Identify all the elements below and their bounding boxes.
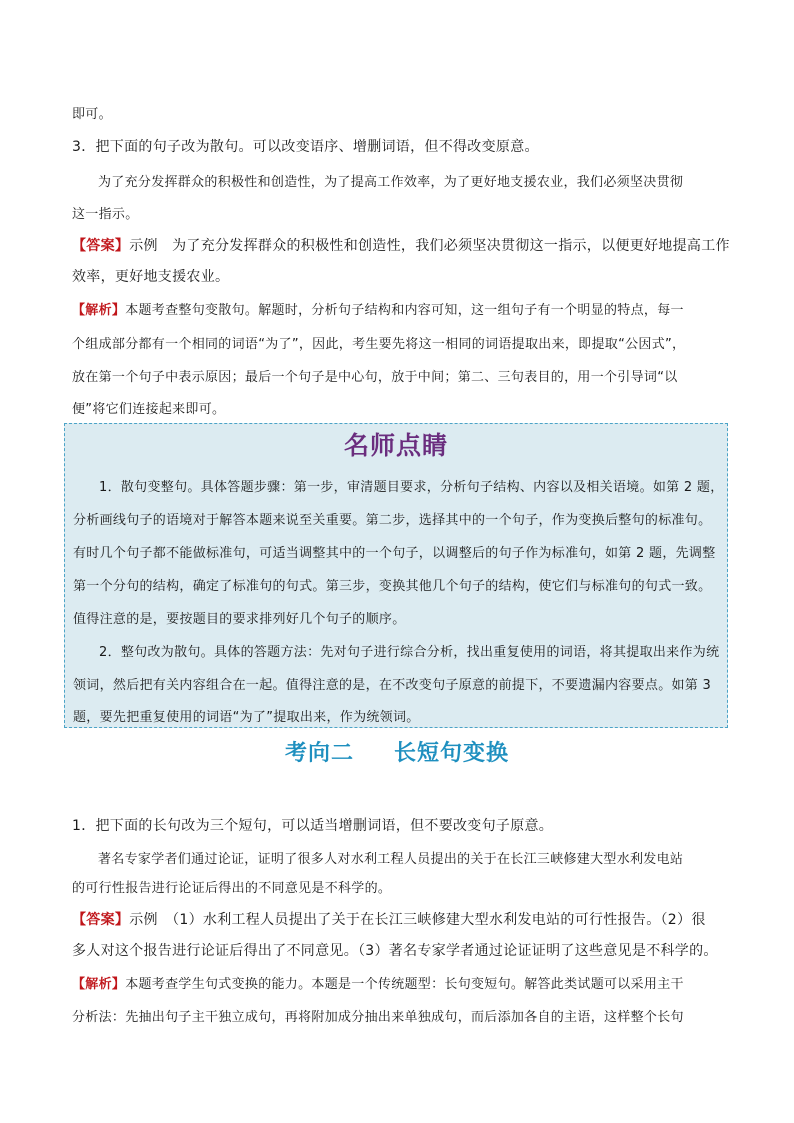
analysis-1-line-2: 分析法：先抽出句子主干独立成句，再将附加成分抽出来单独成句，而后添加各自的主语，这样整个长句 xyxy=(72,1010,684,1025)
question-1: 1．把下面的长句改为三个短句，可以适当增删词语，但不要改变句子原意。 xyxy=(72,818,554,834)
answer-3-line-1 xyxy=(72,235,730,255)
tips-p2-line-2: 领词，然后把有关内容组合在一起。值得注意的是，在不改变句子原意的前提下，不要遗漏内容要点。如第 3 xyxy=(73,678,712,693)
tips-p1-line-2: 分析画线句子的语境对于解答本题来说至关重要。第二步，选择其中的一个句子，作为变换后整句的标准句。 xyxy=(73,513,712,528)
analysis-3-text: 本题考查整句变散句。解题时，分析句子结构和内容可知，这一组句子有一个明显的特点，每一 xyxy=(125,303,684,318)
question-1-sentence-2: 的可行性报告进行论证后得出的不同意见是不科学的。 xyxy=(72,881,392,896)
teacher-tips-title: 名师点睛 xyxy=(343,431,448,460)
analysis-3-line-3: 放在第一个句子中表示原因；最后一个句子是中心句，放于中间；第二、三句表目的，用一个引导词“以 xyxy=(72,370,678,385)
section-name: 长短句变换 xyxy=(394,741,510,766)
analysis-1-line-1 xyxy=(72,973,724,992)
answer-1-text: 示例 （1）水利工程人员提出了关于在长江三峡修建大型水利发电站的可行性报告。（2）很 xyxy=(129,912,706,928)
section-number: 考向二 xyxy=(284,741,354,766)
question-3-sentence-1: 为了充分发挥群众的积极性和创造性，为了提高工作效率，为了更好地支援农业，我们必须坚决贯彻 xyxy=(98,175,684,190)
answer-1-line-2: 多人对这个报告进行论证后得出了不同意见。（3）著名专家学者通过论证证明了这些意见是不科学的。 xyxy=(72,943,718,959)
analysis-tag: 【解析】 xyxy=(72,977,126,992)
analysis-3-line-4: 便”将它们连接起来即可。 xyxy=(72,402,226,417)
section-title xyxy=(0,736,794,767)
question-3-sentence-2: 这一指示。 xyxy=(72,207,139,222)
answer-3-line-2: 效率，更好地支援农业。 xyxy=(72,269,230,285)
tips-p2-line-1: 2．整句改为散句。具体的答题方法：先对句子进行综合分析，找出重复使用的词语，将其提取出来作为统 xyxy=(99,645,720,660)
question-1-sentence-1: 著名专家学者们通过论证，证明了很多人对水利工程人员提出的关于在长江三峡修建大型水利发电站 xyxy=(98,852,684,867)
answer-3-text: 示例 为了充分发挥群众的积极性和创造性，我们必须坚决贯彻这一指示，以便更好地提高工作 xyxy=(129,238,730,254)
tips-p2-line-3: 题，要先把重复使用的词语“为了”提取出来，作为统领词。 xyxy=(73,710,420,725)
analysis-1-text: 本题考查学生句式变换的能力。本题是一个传统题型：长句变短句。解答此类试题可以采用主干 xyxy=(125,977,684,992)
answer-tag: 【答案】 xyxy=(72,912,130,928)
analysis-3-line-1 xyxy=(72,299,724,318)
tips-p1-line-1: 1．散句变整句。具体答题步骤：第一步，审清题目要求，分析句子结构、内容以及相关语境。如第 2 题， xyxy=(99,480,724,495)
tips-p1-line-5: 值得注意的是，要按题目的要求排列好几个句子的顺序。 xyxy=(73,612,406,627)
answer-tag: 【答案】 xyxy=(72,238,130,254)
tips-p1-line-4: 第一个分句的结构，确定了标准句的句式。第三步，变换其他几个句子的结构，使它们与标准句的句式一致。 xyxy=(73,579,712,594)
analysis-tag: 【解析】 xyxy=(72,303,126,318)
teacher-tips-box xyxy=(64,423,728,728)
analysis-3-line-2: 个组成部分都有一个相同的词语“为了”，因此，考生要先将这一相同的词语提取出来，即提取“公因式”， xyxy=(72,337,686,352)
line-ji-ke: 即可。 xyxy=(72,107,112,122)
answer-1-line-1 xyxy=(72,909,724,929)
tips-p1-line-3: 有时几个句子都不能做标准句，可适当调整其中的一个句子，以调整后的句子作为标准句，如第 2 题，先调整 xyxy=(73,546,716,561)
question-3: 3．把下面的句子改为散句。可以改变语序、增删词语，但不得改变原意。 xyxy=(72,139,539,155)
